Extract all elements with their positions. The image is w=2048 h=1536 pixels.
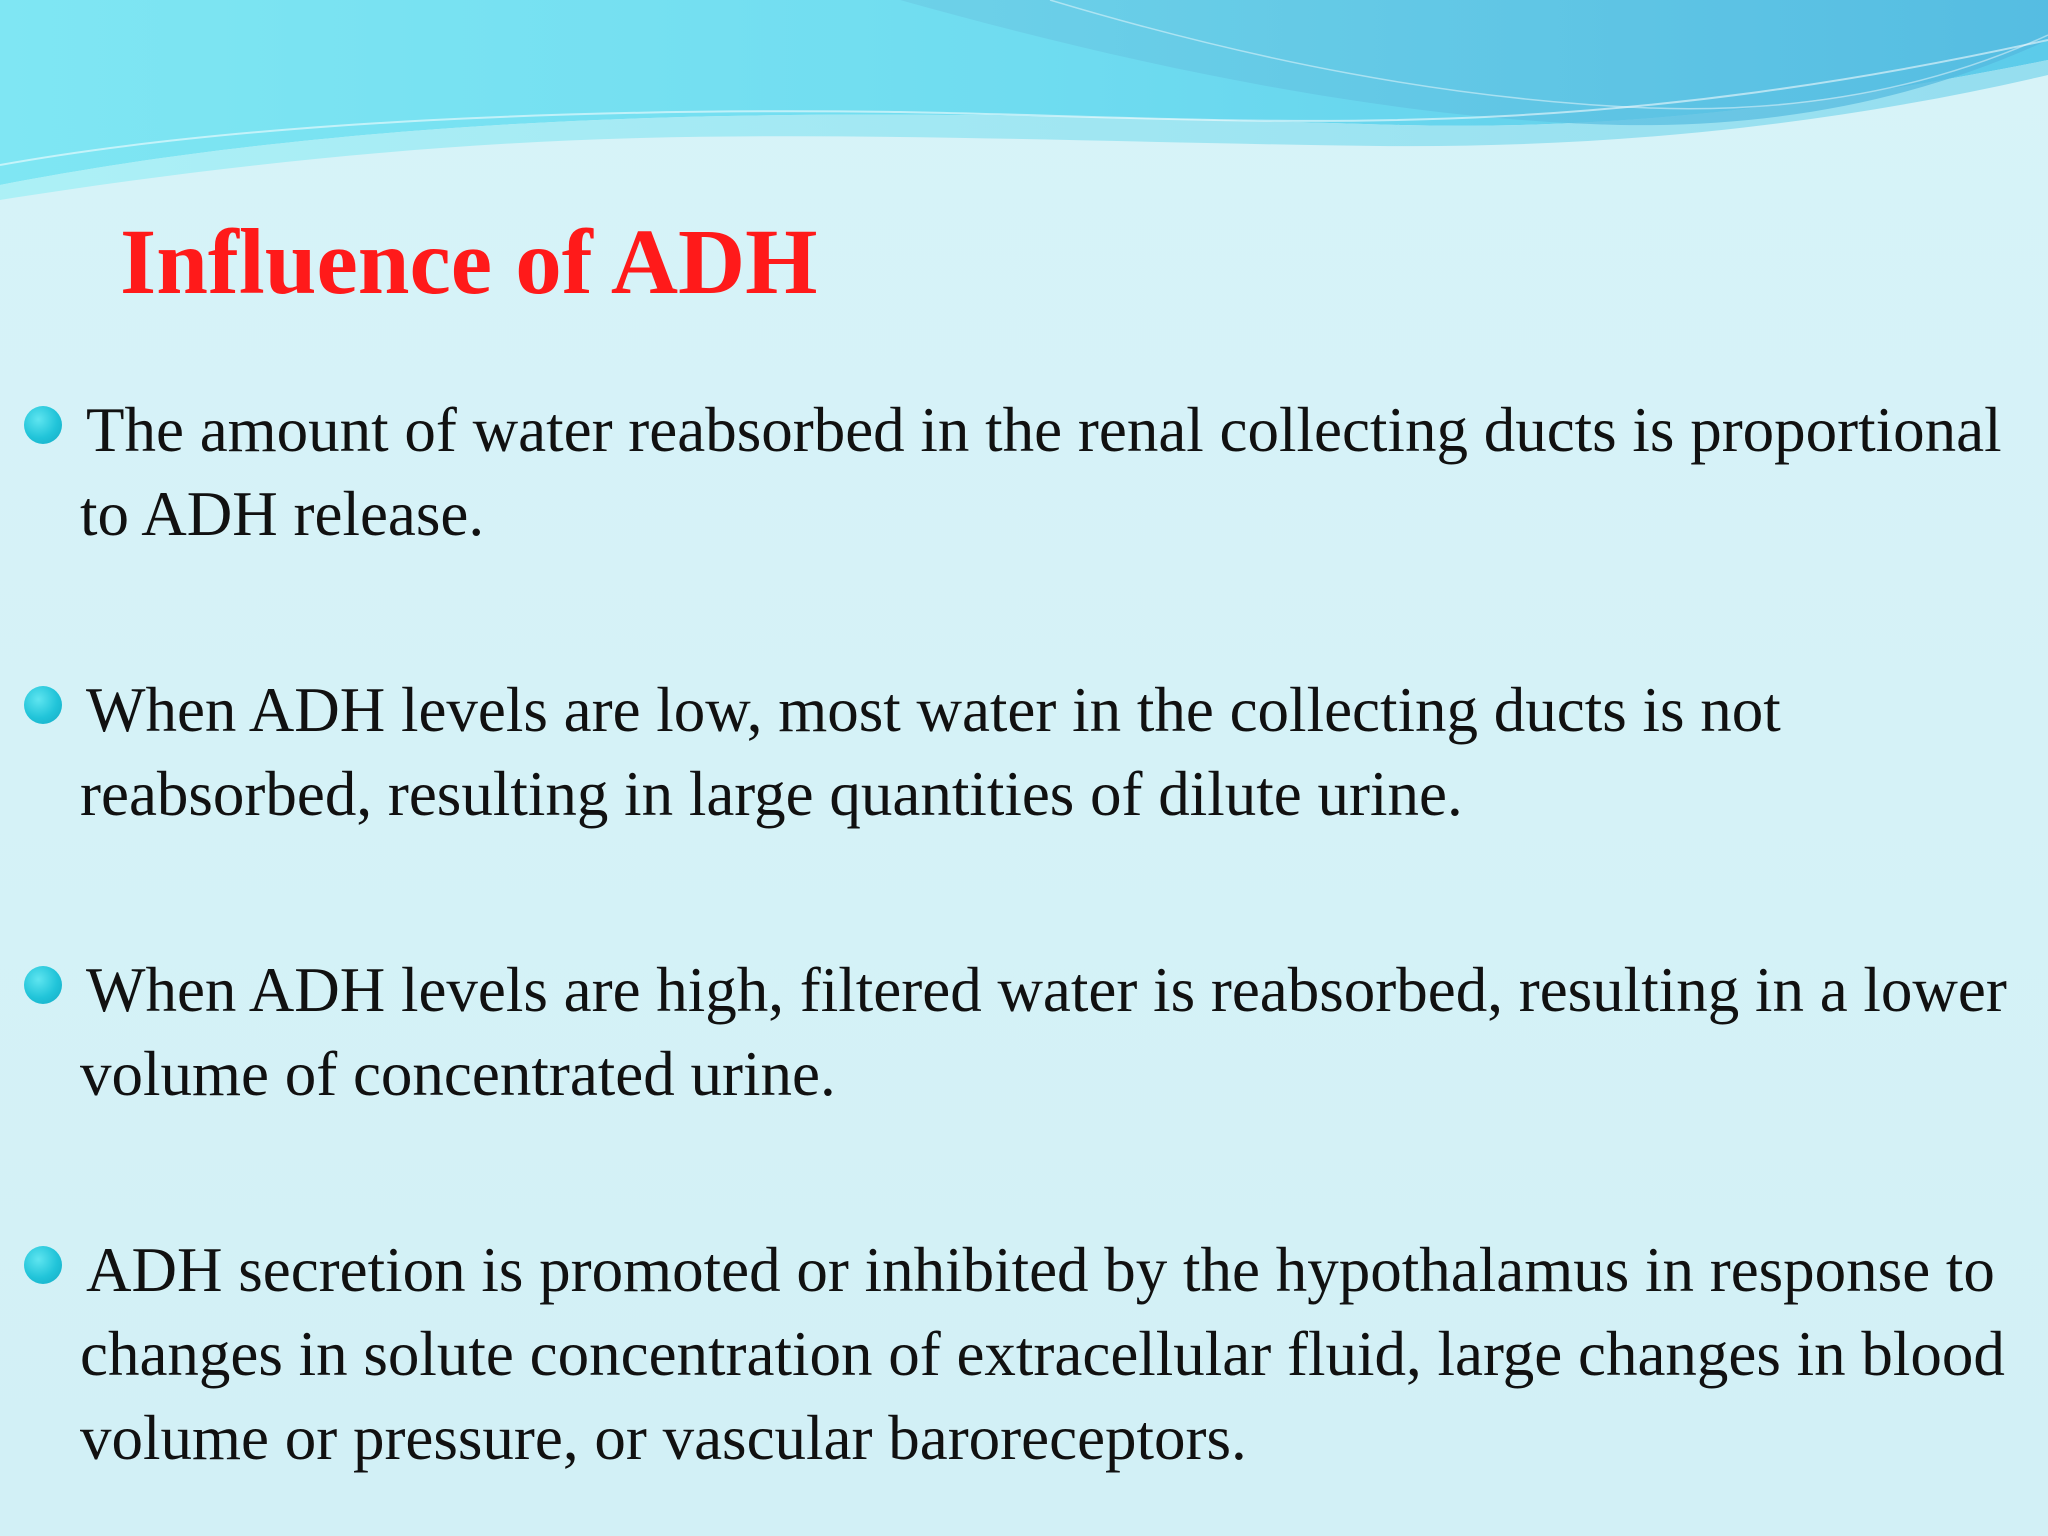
cyan-dot-icon [24,966,62,1004]
cyan-dot-icon [24,406,62,444]
cyan-dot-icon [24,686,62,724]
cyan-dot-icon [24,1246,62,1284]
bullet-text: The amount of water reabsorbed in the renal collecting ducts is proportional to ADH release. [80,395,2002,549]
bullet-text: When ADH levels are high, filtered water is reabsorbed, resulting in a lower volume of concentrated urine. [80,955,2007,1109]
bullet-text: When ADH levels are low, most water in the collecting ducts is not reabsorbed, resulting in large quantities of dilute urine. [80,675,1781,829]
slide-title: Influence of ADH [120,211,818,314]
bullet-text: ADH secretion is promoted or inhibited by the hypothalamus in response to changes in solute concentration of extracellular fluid, large changes in blood volume or pressure, or vascular baroreceptors. [80,1235,2005,1473]
